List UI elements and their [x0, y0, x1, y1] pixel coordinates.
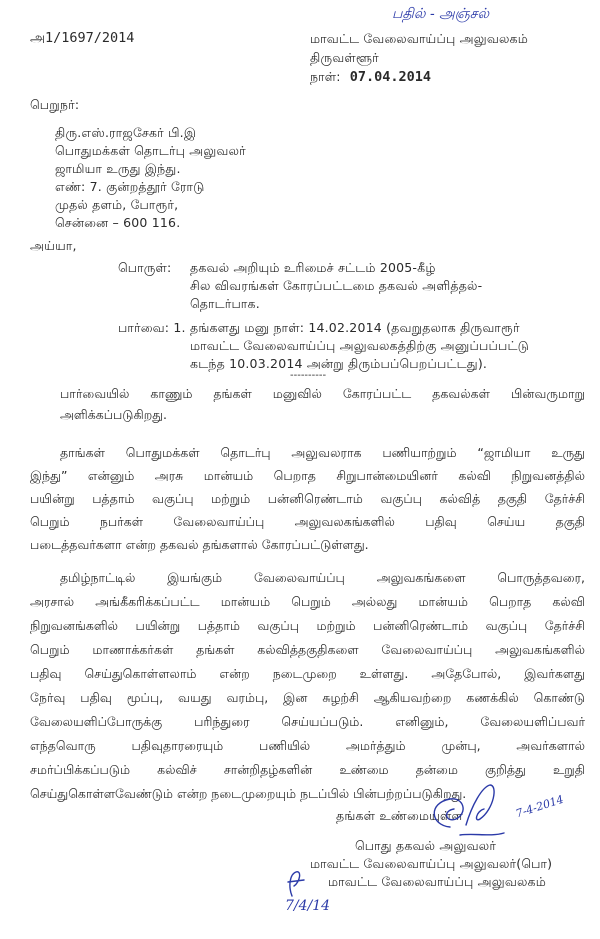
para3-line: நிறுவனங்களில் பயின்று பத்தாம் வகுப்பு மற்றும் பன்னிரெண்டாம் வகுப்பு தேர்ச்சி: [30, 618, 585, 633]
para3-line: செய்துகொள்ளவேண்டும் என்ற நடைமுறையும் நடப்பில் பின்பற்றப்படுகிறது.: [30, 786, 467, 801]
para2-line: பயின்று பத்தாம் வகுப்பு மற்றும் பன்னிரெண்டாம் வகுப்பு கல்வித் தகுதி தேர்ச்சி: [30, 491, 585, 506]
recipient-label: பெறுநர்:: [30, 97, 80, 112]
recipient-area: முதல் தளம், போரூர்,: [55, 197, 179, 212]
date-line: [310, 66, 431, 86]
reference-line: கடந்த 10.03.2014 அன்று திரும்பப்பெறப்பட்டது).: [190, 356, 488, 371]
para3-line: நேர்வு பதிவு மூப்பு, வயது வரம்பு, இன சுழற்சி ஆகியவற்றை கணக்கில் கொண்டு: [30, 690, 585, 705]
reference-separator: ----------: [290, 370, 327, 381]
reference-label: பார்வை: 1.: [118, 320, 186, 335]
office-place: திருவள்ளூர்: [310, 50, 379, 65]
para3-line: தமிழ்நாட்டில் இயங்கும் வேலைவாய்ப்பு அலுவகங்களை பொருத்தவரை,: [60, 570, 585, 585]
para1-line: அளிக்கப்படுகிறது.: [60, 407, 168, 422]
recipient-org: ஜாமியா உருது இந்து.: [55, 161, 181, 176]
signatory-office-line: மாவட்ட வேலைவாய்ப்பு அலுவலகம்: [328, 874, 547, 889]
para2-line: பெறும் நபர்கள் வேலைவாய்ப்பு அலுவலகங்களில் பதிவு செய்ய தகுதி: [30, 514, 585, 529]
recipient-street: எண்: 7. குன்றத்தூர் ரோடு: [55, 179, 205, 194]
para3-line: பதிவு செய்துகொள்ளலாம் என்ற நடைமுறை உள்ளது. அதேபோல், இவர்களது: [30, 666, 585, 681]
office-name: மாவட்ட வேலைவாய்ப்பு அலுவலகம்: [310, 31, 529, 46]
para3-line: அரசால் அங்கீகரிக்கப்பட்ட மான்யம் பெறும் அல்லது மான்யம் பெறாத கல்வி: [30, 594, 585, 609]
para2-line: தாங்கள் பொதுமக்கள் தொடர்பு அலுவலராக பணியாற்றும் “ஜாமியா உருது: [60, 445, 585, 460]
para3-line: எந்தவொரு பதிவுதாரரையும் பணியில் அமர்த்தும் முன்பு, அவர்களால்: [30, 738, 585, 753]
para2-line: படைத்தவர்களா என்ற தகவல் தங்களால் கோரப்பட்டுள்ளது.: [30, 537, 369, 552]
para3-line: சமர்ப்பிக்கப்படும் கல்விச் சான்றிதழ்களின் உண்மை தன்மை குறித்து உறுதி: [30, 762, 585, 777]
subject-line: சில விவரங்கள் கோரப்பட்டமை தகவல் அளித்தல்-: [190, 278, 483, 293]
signature-date: 7-4-2014: [514, 792, 566, 821]
recipient-city: சென்னை – 600 116.: [55, 215, 181, 230]
handwritten-note: பதில் - அஞ்சல்: [392, 6, 490, 22]
para3-line: வேலையளிப்போருக்கு பரிந்துரை செய்யப்படும். எனினும், வேலையளிப்பவர்: [30, 714, 585, 729]
subject-line: தொடர்பாக.: [190, 296, 260, 311]
initial-date: 7/4/14: [285, 898, 331, 914]
signatory-designation: பொது தகவல் அலுவலர்: [355, 838, 497, 853]
initial-mark: [278, 868, 318, 900]
subject-line: தகவல் அறியும் உரிமைச் சட்டம் 2005-கீழ்: [190, 260, 436, 275]
reference-number: அ1/1697/2014: [30, 30, 135, 46]
date-label: நாள்:: [310, 69, 341, 84]
para1-line: பார்வையில் காணும் தங்கள் மனுவில் கோரப்பட்ட தகவல்கள் பின்வருமாறு: [60, 386, 585, 401]
recipient-designation: பொதுமக்கள் தொடர்பு அலுவலர்: [55, 143, 246, 158]
reference-line: மாவட்ட வேலைவாய்ப்பு அலுவலகத்திற்கு அனுப்பப்பட்டு: [190, 338, 529, 353]
reference-line: தங்களது மனு நாள்: 14.02.2014 (தவறுதலாக திருவாரூர்: [190, 320, 520, 335]
signatory-office-line: மாவட்ட வேலைவாய்ப்பு அலுவலர்(பொ): [310, 856, 553, 871]
letter-date: 07.04.2014: [349, 69, 432, 85]
recipient-name: திரு.எஸ்.ராஜசேகர் பி.இ: [55, 125, 197, 140]
closing-yours: தங்கள் உண்மையுள்ள: [336, 808, 463, 823]
para3-line: பெறும் மாணாக்கர்கள் தங்கள் கல்வித்தகுதிகளை வேலைவாய்ப்பு அலுவகங்களில்: [30, 642, 585, 657]
subject-label: பொருள்:: [118, 260, 172, 275]
para2-line: இந்து” என்னும் அரசு மான்யம் பெறாத சிறுபான்மையினர் கல்வி நிறுவனத்தில்: [30, 468, 585, 483]
salutation: அய்யா,: [30, 238, 77, 253]
